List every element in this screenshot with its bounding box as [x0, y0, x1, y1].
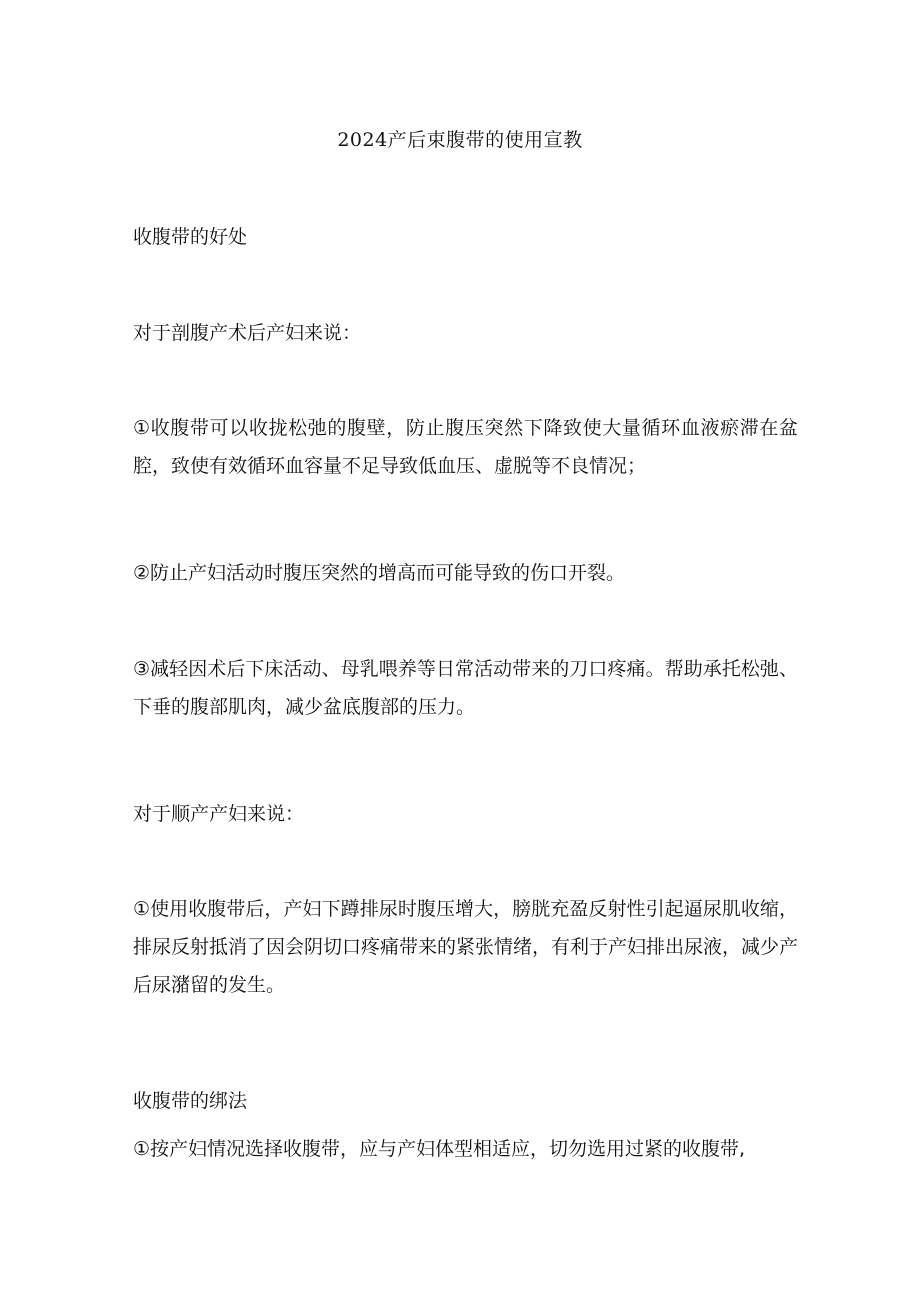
paragraph-binding-point-1: ①按产妇情况选择收腹带，应与产妇体型相适应，切勿选用过紧的收腹带, [133, 1138, 746, 1160]
paragraph-cesarean-point-3: ③减轻因术后下床活动、母乳喂养等日常活动带来的刀口疼痛。帮助承托松弛、下垂的腹部肌肉，减少盆底腹部的压力。 [133, 658, 798, 718]
section-heading-binding-method: 收腹带的绑法 [133, 1090, 248, 1112]
paragraph-cesarean-point-2: ②防止产妇活动时腹压突然的增高而可能导致的伤口开裂。 [133, 562, 626, 584]
document-title: 2024产后束腹带的使用宣教 [337, 129, 583, 151]
paragraph-vaginal-point-1: ①使用收腹带后，产妇下蹲排尿时腹压增大，膀胱充盈反射性引起逼尿肌收缩，排尿反射抵消了因会阴切口疼痛带来的紧张情绪，有利于产妇排出尿液，减少产后尿潴留的发生。 [133, 898, 799, 996]
subheading-vaginal-birth: 对于顺产产妇来说： [133, 803, 305, 825]
section-heading-benefits: 收腹带的好处 [133, 226, 248, 248]
subheading-cesarean: 对于剖腹产术后产妇来说： [133, 322, 362, 344]
paragraph-cesarean-point-1: ①收腹带可以收拢松弛的腹壁，防止腹压突然下降致使大量循环血液瘀滞在盆腔，致使有效循环血容量不足导致低血压、虚脱等不良情况； [133, 417, 798, 477]
